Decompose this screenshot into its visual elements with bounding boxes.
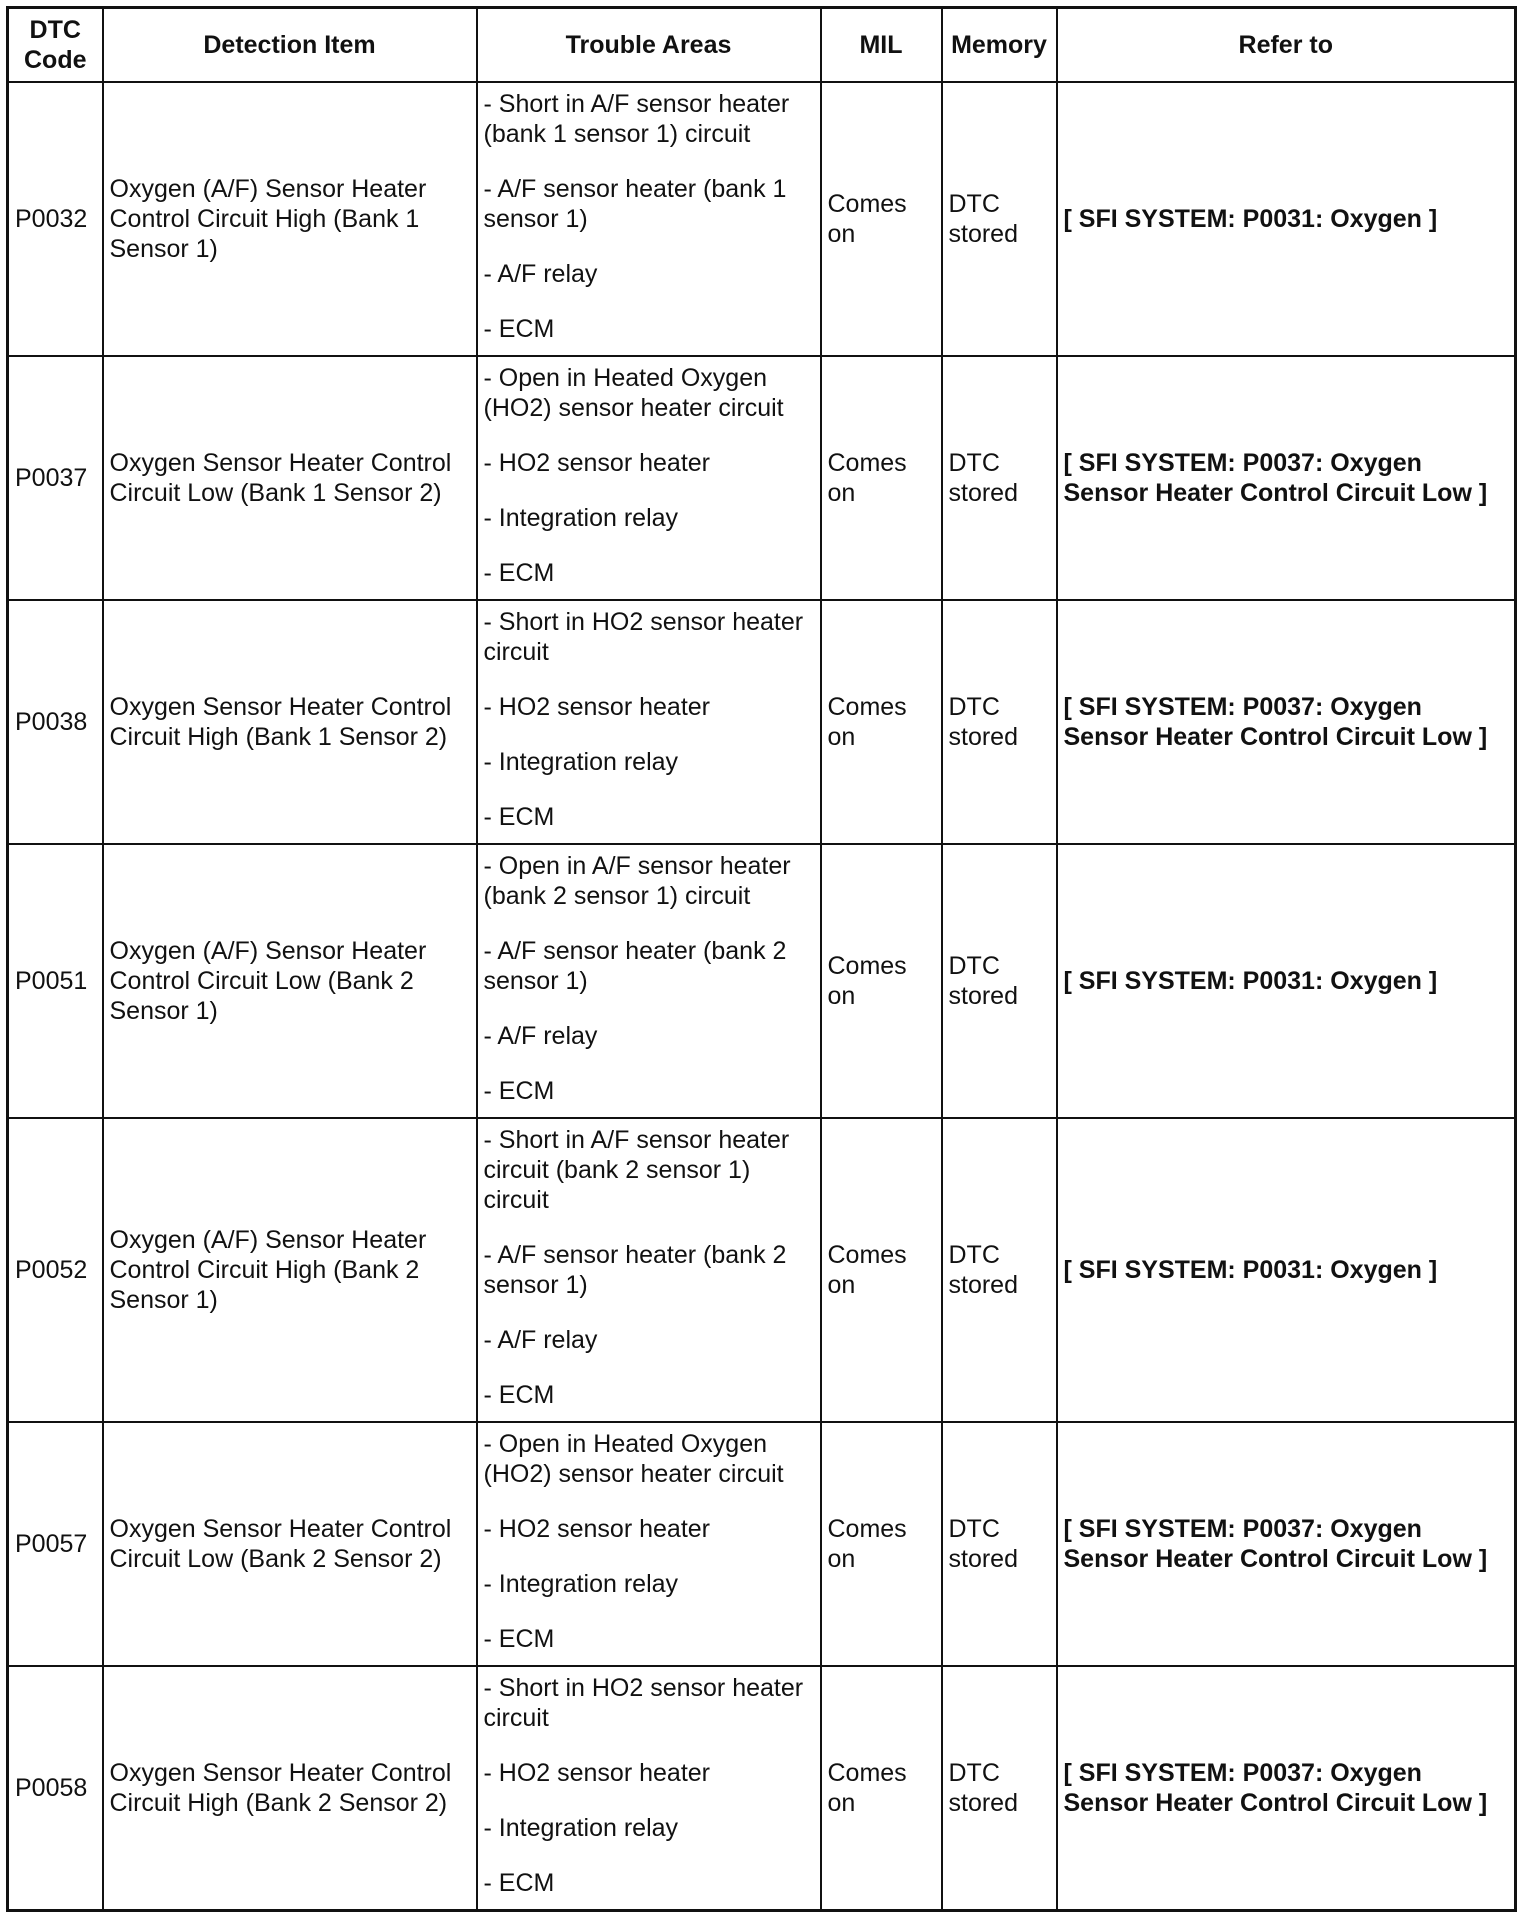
trouble-area-item: - ECM (483, 315, 555, 343)
trouble-area-item: - Integration relay (483, 1570, 679, 1598)
table-body (8, 82, 1516, 1910)
trouble-area-item: - ECM (483, 1625, 555, 1653)
trouble-area-item: - HO2 sensor heater (483, 1515, 710, 1543)
trouble-area-item: - ECM (483, 803, 555, 831)
table-row (8, 1118, 1516, 1422)
refer-to-cell: [ SFI SYSTEM: P0037: Oxygen Sensor Heater Control Circuit Low ] (1057, 1422, 1516, 1666)
table-header (8, 8, 1516, 83)
trouble-area-item: - ECM (483, 1381, 555, 1409)
trouble-areas-cell (477, 1422, 821, 1666)
memory-cell: DTC stored (942, 600, 1057, 844)
trouble-area-item: - Short in HO2 sensor heater circuit (483, 608, 804, 666)
trouble-area-item: - Short in A/F sensor heater circuit (bank 2 sensor 1) circuit (483, 1126, 790, 1214)
trouble-areas-cell (477, 600, 821, 844)
memory-cell: DTC stored (942, 1666, 1057, 1910)
trouble-area-item: - A/F sensor heater (bank 2 sensor 1) (483, 1241, 787, 1299)
trouble-area-item: - A/F relay (483, 1022, 598, 1050)
table-row (8, 82, 1516, 356)
refer-to-cell: [ SFI SYSTEM: P0037: Oxygen Sensor Heater Control Circuit Low ] (1057, 356, 1516, 600)
refer-to-cell: [ SFI SYSTEM: P0031: Oxygen ] (1057, 82, 1516, 356)
trouble-areas-cell (477, 1118, 821, 1422)
table-row (8, 1422, 1516, 1666)
table-row (8, 600, 1516, 844)
refer-to-cell: [ SFI SYSTEM: P0037: Oxygen Sensor Heater Control Circuit Low ] (1057, 1666, 1516, 1910)
detection-item-cell: Oxygen (A/F) Sensor Heater Control Circuit High (Bank 2 Sensor 1) (103, 1118, 477, 1422)
detection-item-cell: Oxygen Sensor Heater Control Circuit Low (Bank 2 Sensor 2) (103, 1422, 477, 1666)
trouble-area-item: - Short in HO2 sensor heater circuit (483, 1674, 804, 1732)
header-dtc-code: DTC Code (8, 8, 103, 83)
memory-cell: DTC stored (942, 844, 1057, 1118)
trouble-areas-cell (477, 356, 821, 600)
trouble-area-item: - Integration relay (483, 748, 679, 776)
trouble-area-item: - Integration relay (483, 504, 679, 532)
trouble-area-item: - ECM (483, 559, 555, 587)
memory-cell: DTC stored (942, 82, 1057, 356)
detection-item-cell: Oxygen Sensor Heater Control Circuit High (Bank 1 Sensor 2) (103, 600, 477, 844)
dtc-table (6, 6, 1517, 1912)
dtc-code-cell: P0037 (8, 356, 103, 600)
trouble-area-item: - Open in A/F sensor heater (bank 2 sensor 1) circuit (483, 852, 791, 910)
header-row (8, 8, 1516, 83)
trouble-area-item: - Short in A/F sensor heater (bank 1 sensor 1) circuit (483, 90, 790, 148)
dtc-code-cell: P0057 (8, 1422, 103, 1666)
trouble-area-item: - HO2 sensor heater (483, 1759, 710, 1787)
detection-item-cell: Oxygen Sensor Heater Control Circuit High (Bank 2 Sensor 2) (103, 1666, 477, 1910)
trouble-area-item: - HO2 sensor heater (483, 449, 710, 477)
mil-cell: Comes on (821, 600, 942, 844)
header-refer-to: Refer to (1057, 8, 1516, 83)
detection-item-cell: Oxygen Sensor Heater Control Circuit Low (Bank 1 Sensor 2) (103, 356, 477, 600)
memory-cell: DTC stored (942, 1118, 1057, 1422)
trouble-area-item: - A/F sensor heater (bank 2 sensor 1) (483, 937, 787, 995)
header-detection-item: Detection Item (103, 8, 477, 83)
trouble-area-item: - HO2 sensor heater (483, 693, 710, 721)
trouble-areas-cell (477, 82, 821, 356)
header-memory: Memory (942, 8, 1057, 83)
mil-cell: Comes on (821, 82, 942, 356)
detection-item-cell: Oxygen (A/F) Sensor Heater Control Circuit Low (Bank 2 Sensor 1) (103, 844, 477, 1118)
dtc-code-cell: P0052 (8, 1118, 103, 1422)
trouble-areas-cell (477, 1666, 821, 1910)
mil-cell: Comes on (821, 356, 942, 600)
trouble-area-item: - A/F relay (483, 1326, 598, 1354)
mil-cell: Comes on (821, 1666, 942, 1910)
dtc-code-cell: P0038 (8, 600, 103, 844)
table-row (8, 1666, 1516, 1910)
mil-cell: Comes on (821, 1422, 942, 1666)
table-row (8, 356, 1516, 600)
mil-cell: Comes on (821, 844, 942, 1118)
trouble-area-item: - ECM (483, 1077, 555, 1105)
header-trouble-areas: Trouble Areas (477, 8, 821, 83)
table-row (8, 844, 1516, 1118)
memory-cell: DTC stored (942, 1422, 1057, 1666)
trouble-areas-cell (477, 844, 821, 1118)
refer-to-cell: [ SFI SYSTEM: P0031: Oxygen ] (1057, 844, 1516, 1118)
trouble-area-item: - A/F relay (483, 260, 598, 288)
trouble-area-item: - Integration relay (483, 1814, 679, 1842)
mil-cell: Comes on (821, 1118, 942, 1422)
refer-to-cell: [ SFI SYSTEM: P0037: Oxygen Sensor Heater Control Circuit Low ] (1057, 600, 1516, 844)
memory-cell: DTC stored (942, 356, 1057, 600)
dtc-code-cell: P0032 (8, 82, 103, 356)
dtc-code-cell: P0051 (8, 844, 103, 1118)
trouble-area-item: - ECM (483, 1869, 555, 1897)
trouble-area-item: - A/F sensor heater (bank 1 sensor 1) (483, 175, 787, 233)
dtc-code-cell: P0058 (8, 1666, 103, 1910)
refer-to-cell: [ SFI SYSTEM: P0031: Oxygen ] (1057, 1118, 1516, 1422)
trouble-area-item: - Open in Heated Oxygen (HO2) sensor heater circuit (483, 364, 784, 422)
detection-item-cell: Oxygen (A/F) Sensor Heater Control Circuit High (Bank 1 Sensor 1) (103, 82, 477, 356)
trouble-area-item: - Open in Heated Oxygen (HO2) sensor heater circuit (483, 1430, 784, 1488)
header-mil: MIL (821, 8, 942, 83)
